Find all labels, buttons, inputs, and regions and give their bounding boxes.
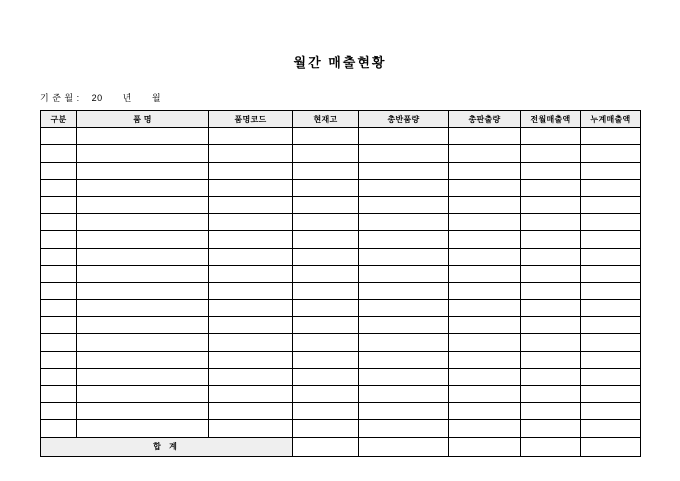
table-cell[interactable]: [581, 214, 641, 231]
table-cell[interactable]: [209, 282, 293, 299]
table-cell[interactable]: [449, 196, 521, 213]
table-cell[interactable]: [449, 403, 521, 420]
table-cell[interactable]: [449, 368, 521, 385]
table-row: [41, 386, 641, 403]
table-cell[interactable]: [521, 196, 581, 213]
table-cell[interactable]: [77, 162, 209, 179]
table-cell[interactable]: [41, 214, 77, 231]
monthly-sales-table: [40, 110, 641, 457]
table-cell[interactable]: [77, 214, 209, 231]
table-row: [41, 196, 641, 213]
table-row: [41, 420, 641, 437]
table-cell[interactable]: [581, 334, 641, 351]
table-cell[interactable]: [41, 420, 77, 437]
table-cell[interactable]: [293, 248, 359, 265]
table-cell[interactable]: [359, 248, 449, 265]
table-cell[interactable]: [77, 351, 209, 368]
table-cell[interactable]: [77, 196, 209, 213]
table-cell[interactable]: [41, 334, 77, 351]
table-cell[interactable]: [359, 128, 449, 145]
table-cell[interactable]: [41, 300, 77, 317]
column-header-total-returns: 총반품량: [359, 111, 449, 128]
table-cell[interactable]: [293, 386, 359, 403]
table-cell[interactable]: [77, 128, 209, 145]
column-header-product-code: 품명코드: [209, 111, 293, 128]
table-cell[interactable]: [449, 351, 521, 368]
table-cell[interactable]: [521, 145, 581, 162]
table-cell[interactable]: [77, 368, 209, 385]
table-cell[interactable]: [209, 145, 293, 162]
table-cell[interactable]: [449, 317, 521, 334]
table-cell[interactable]: [41, 196, 77, 213]
table-cell[interactable]: [41, 403, 77, 420]
table-cell[interactable]: [521, 248, 581, 265]
table-cell[interactable]: [581, 231, 641, 248]
table-cell[interactable]: [449, 265, 521, 282]
table-cell[interactable]: [293, 214, 359, 231]
table-cell[interactable]: [209, 248, 293, 265]
table-cell[interactable]: [581, 179, 641, 196]
table-cell[interactable]: [581, 351, 641, 368]
table-cell[interactable]: [41, 282, 77, 299]
table-cell[interactable]: [209, 317, 293, 334]
table-cell[interactable]: [521, 231, 581, 248]
table-cell[interactable]: [359, 351, 449, 368]
table-cell[interactable]: [209, 179, 293, 196]
table-cell[interactable]: [209, 300, 293, 317]
table-cell[interactable]: [581, 282, 641, 299]
table-cell[interactable]: [581, 300, 641, 317]
table-cell[interactable]: [41, 162, 77, 179]
table-row: [41, 334, 641, 351]
table-cell[interactable]: [77, 300, 209, 317]
table-cell[interactable]: [581, 265, 641, 282]
table-cell[interactable]: [293, 196, 359, 213]
criteria-line: [40, 91, 161, 104]
table-cell[interactable]: [521, 403, 581, 420]
table-cell[interactable]: [521, 334, 581, 351]
criteria-label: 기 준 월 :: [40, 93, 80, 103]
table-row: [41, 282, 641, 299]
table-cell[interactable]: [449, 128, 521, 145]
table-cell[interactable]: [209, 368, 293, 385]
table-row: [41, 162, 641, 179]
table-cell[interactable]: [209, 420, 293, 437]
table-cell[interactable]: [293, 368, 359, 385]
table-cell[interactable]: [41, 128, 77, 145]
table-row: [41, 317, 641, 334]
table-cell[interactable]: [359, 179, 449, 196]
table-cell[interactable]: [359, 334, 449, 351]
table-cell[interactable]: [293, 231, 359, 248]
table-cell[interactable]: [449, 300, 521, 317]
total-cell[interactable]: [359, 437, 449, 456]
table-cell[interactable]: [77, 386, 209, 403]
table-cell[interactable]: [41, 386, 77, 403]
table-row: [41, 145, 641, 162]
table-row: [41, 231, 641, 248]
table-cell[interactable]: [359, 368, 449, 385]
table-cell[interactable]: [41, 265, 77, 282]
table-cell[interactable]: [209, 196, 293, 213]
table-cell[interactable]: [293, 145, 359, 162]
total-cell[interactable]: [581, 437, 641, 456]
table-cell[interactable]: [581, 248, 641, 265]
table-row: [41, 351, 641, 368]
table-cell[interactable]: [521, 317, 581, 334]
table-cell[interactable]: [359, 231, 449, 248]
table-cell[interactable]: [77, 265, 209, 282]
table-cell[interactable]: [359, 282, 449, 299]
table-row: [41, 248, 641, 265]
table-cell[interactable]: [209, 334, 293, 351]
table-cell[interactable]: [359, 196, 449, 213]
table-cell[interactable]: [41, 317, 77, 334]
table-cell[interactable]: [359, 403, 449, 420]
table-cell[interactable]: [359, 386, 449, 403]
table-cell[interactable]: [521, 351, 581, 368]
table-cell[interactable]: [293, 282, 359, 299]
table-cell[interactable]: [209, 231, 293, 248]
table-cell[interactable]: [581, 420, 641, 437]
table-cell[interactable]: [521, 368, 581, 385]
table-cell[interactable]: [521, 386, 581, 403]
table-cell[interactable]: [77, 145, 209, 162]
criteria-year-value: 20: [91, 93, 103, 103]
table-cell[interactable]: [449, 231, 521, 248]
table-cell[interactable]: [521, 214, 581, 231]
table-header: [41, 111, 641, 128]
table-cell[interactable]: [521, 420, 581, 437]
column-header-product-name: 품 명: [77, 111, 209, 128]
table-cell[interactable]: [359, 162, 449, 179]
criteria-year-unit: 년: [122, 93, 132, 103]
column-header-total-sold: 총판출량: [449, 111, 521, 128]
table-cell[interactable]: [41, 248, 77, 265]
table-cell[interactable]: [41, 179, 77, 196]
table-cell[interactable]: [581, 386, 641, 403]
table-cell[interactable]: [77, 282, 209, 299]
table-cell[interactable]: [209, 128, 293, 145]
table-cell[interactable]: [209, 214, 293, 231]
table-cell[interactable]: [77, 231, 209, 248]
table-cell[interactable]: [209, 265, 293, 282]
table-cell[interactable]: [449, 145, 521, 162]
table-total-row: [41, 437, 641, 456]
table-cell[interactable]: [449, 282, 521, 299]
table-cell[interactable]: [581, 403, 641, 420]
table-cell[interactable]: [449, 334, 521, 351]
table-cell[interactable]: [449, 162, 521, 179]
table-row: [41, 128, 641, 145]
table-cell[interactable]: [359, 317, 449, 334]
table-cell[interactable]: [359, 265, 449, 282]
table-cell[interactable]: [581, 128, 641, 145]
table-cell[interactable]: [449, 386, 521, 403]
table-cell[interactable]: [449, 248, 521, 265]
table-cell[interactable]: [293, 351, 359, 368]
table-cell[interactable]: [359, 300, 449, 317]
table-cell[interactable]: [521, 282, 581, 299]
table-cell[interactable]: [521, 265, 581, 282]
table-cell[interactable]: [581, 368, 641, 385]
column-header-current-stock: 현재고: [293, 111, 359, 128]
table-row: [41, 300, 641, 317]
criteria-month-unit: 월: [151, 93, 162, 103]
table-cell[interactable]: [581, 162, 641, 179]
column-header-gubun: 구분: [41, 111, 77, 128]
table-row: [41, 403, 641, 420]
table-cell[interactable]: [293, 317, 359, 334]
column-header-prev-month-sales: 전월매출액: [521, 111, 581, 128]
table-cell[interactable]: [293, 300, 359, 317]
table-cell[interactable]: [209, 386, 293, 403]
table-cell[interactable]: [41, 351, 77, 368]
table-cell[interactable]: [521, 128, 581, 145]
table-cell[interactable]: [77, 403, 209, 420]
table-cell[interactable]: [521, 179, 581, 196]
total-label: 합 계: [41, 437, 293, 456]
table-cell[interactable]: [41, 145, 77, 162]
table-cell[interactable]: [581, 145, 641, 162]
table-cell[interactable]: [293, 420, 359, 437]
page-title: 월간 매출현황: [293, 55, 387, 70]
table-cell[interactable]: [209, 403, 293, 420]
table-cell[interactable]: [293, 128, 359, 145]
total-cell[interactable]: [521, 437, 581, 456]
table-cell[interactable]: [41, 368, 77, 385]
table-cell[interactable]: [521, 162, 581, 179]
table-cell[interactable]: [77, 420, 209, 437]
table-cell[interactable]: [293, 162, 359, 179]
table-cell[interactable]: [77, 248, 209, 265]
table-cell[interactable]: [449, 179, 521, 196]
table-cell[interactable]: [293, 265, 359, 282]
table-cell[interactable]: [293, 403, 359, 420]
table-cell[interactable]: [581, 317, 641, 334]
table-cell[interactable]: [521, 300, 581, 317]
table-cell[interactable]: [293, 334, 359, 351]
table-cell[interactable]: [41, 231, 77, 248]
table-body: [41, 128, 641, 456]
table-cell[interactable]: [359, 145, 449, 162]
table-cell[interactable]: [77, 179, 209, 196]
table-cell[interactable]: [77, 334, 209, 351]
table-cell[interactable]: [359, 214, 449, 231]
total-cell[interactable]: [449, 437, 521, 456]
table-row: [41, 179, 641, 196]
table-cell[interactable]: [209, 351, 293, 368]
table-cell[interactable]: [293, 179, 359, 196]
table-cell[interactable]: [209, 162, 293, 179]
table-cell[interactable]: [449, 420, 521, 437]
table-cell[interactable]: [449, 214, 521, 231]
table-row: [41, 368, 641, 385]
column-header-accumulated-sales: 누계매출액: [581, 111, 641, 128]
table-cell[interactable]: [359, 420, 449, 437]
total-cell[interactable]: [293, 437, 359, 456]
table-row: [41, 214, 641, 231]
table-row: [41, 265, 641, 282]
table-cell[interactable]: [581, 196, 641, 213]
table-cell[interactable]: [77, 317, 209, 334]
table-header-row: [41, 111, 641, 128]
